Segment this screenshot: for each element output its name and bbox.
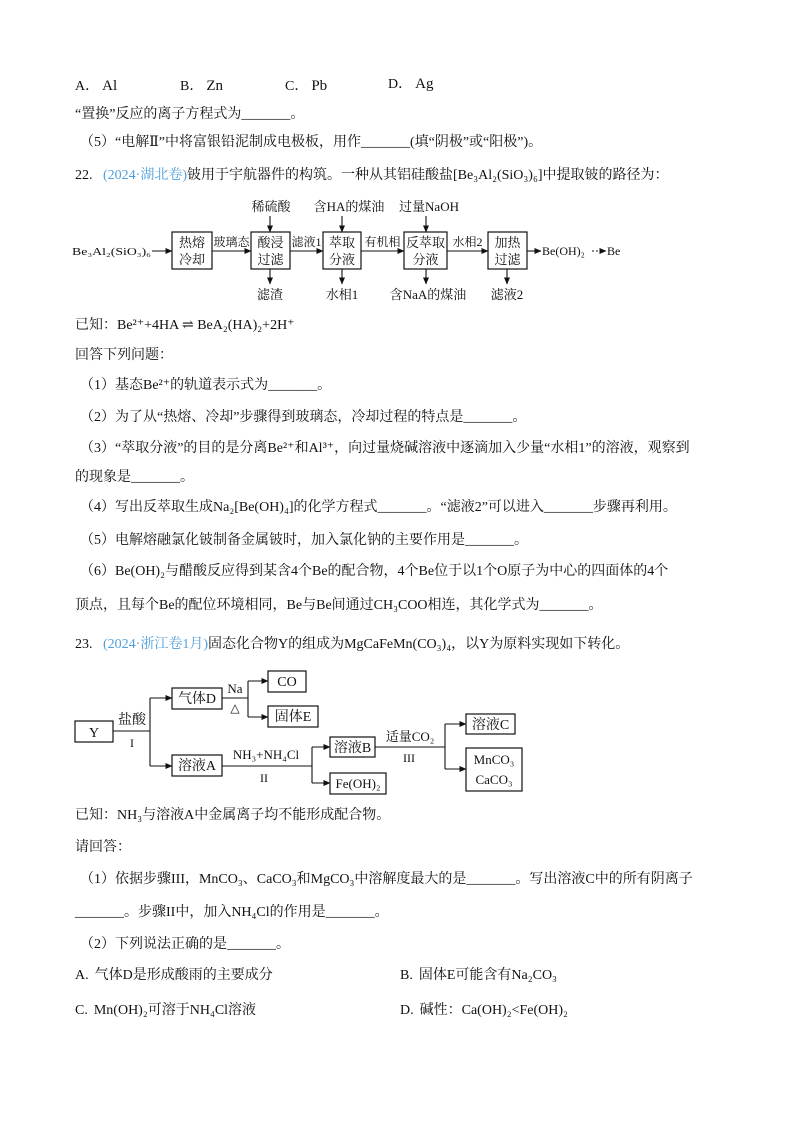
q22-number: 22. (75, 168, 93, 183)
flow1-step-2-line1: 酸浸 (257, 235, 284, 250)
flow2-co-label: CO (277, 675, 297, 690)
q23-option-b-letter: B. (400, 968, 413, 983)
q22-header (75, 166, 669, 186)
flow1-step-5-line2: 过滤 (494, 252, 521, 267)
q22-part-2: （2）为了从“热熔、冷却”步骤得到玻璃态，冷却过程的特点是_______。 (80, 410, 527, 425)
flow1-final-beryllium: Be (607, 244, 621, 258)
q23-option-d-text: 碱性：Ca(OH)₂<Fe(OH)₂ (419, 1003, 568, 1018)
flow1-output-aqueous-phase-1: 水相1 (325, 287, 359, 302)
q22-source-tag: (2024·湖北卷) (103, 168, 187, 183)
flow2-reagent-nh3-nh4cl: NH₃+NH₄Cl (232, 747, 300, 762)
flow2-step-3: III (403, 751, 415, 765)
q21-option-a-text: Al (102, 78, 118, 94)
flow1-output-filtrate-2: 滤液2 (490, 287, 524, 302)
flow2-step-2: II (260, 771, 268, 785)
flow1-step-2-line2: 过滤 (257, 252, 284, 267)
q23-source-tag: (2024·浙江卷1月) (103, 637, 208, 652)
flow1-step-3-line2: 分液 (328, 252, 356, 267)
q23-option-a-text: 气体D是形成酸雨的主要成分 (94, 968, 273, 983)
q22-stem: 铍用于宇航器件的构筑。一种从其铝硅酸盐[Be₃Al₂(SiO₃)₆]中提取铍的路径为： (187, 168, 669, 183)
q21-replacement-line: “置换”反应的离子方程式为_______。 (75, 107, 305, 122)
q23-option-c (75, 1000, 256, 1022)
q22-part-3-cont: 的现象是_______。 (75, 470, 194, 485)
q21-option-d-letter: D． (388, 77, 413, 92)
q22-flowchart (0, 190, 800, 310)
q22-part-3: （3）“萃取分液”的目的是分离Be²⁺和Al³⁺，向过量烧碱溶液中逐滴加入少量“水相1”的溶液，观察到 (80, 441, 690, 456)
flow1-connector-filtrate-1: 滤液1 (291, 235, 322, 249)
q23-option-b (400, 965, 557, 987)
flow1-start-material: Be₃Al₂(SiO₃)₆ (72, 246, 152, 258)
flow1-step-4-line1: 反萃取 (405, 235, 446, 250)
q21-option-c (285, 75, 327, 97)
flow1-connector-glassy: 玻璃态 (213, 235, 250, 249)
flow1-output-naa-kerosene: 含NaA的煤油 (389, 287, 467, 302)
q23-prompt: 请回答： (75, 840, 131, 855)
q21-part-5: （5）“电解Ⅱ”中将富银铅泥制成电极板，用作_______(填“阴极”或“阳极”)。 (80, 135, 543, 150)
q23-option-c-letter: C. (75, 1003, 88, 1018)
q22-known: 已知：Be²⁺+4HA ⇌ BeA₂(HA)₂+2H⁺ (75, 318, 295, 333)
q21-option-b (180, 75, 223, 97)
q22-part-1: （1）基态Be²⁺的轨道表示式为_______。 (80, 378, 332, 393)
q21-option-a (75, 75, 117, 97)
q23-option-d-letter: D. (400, 1003, 414, 1018)
flow1-input-dilute-sulfuric-acid: 稀硫酸 (251, 199, 291, 214)
q21-option-b-letter: B． (180, 79, 204, 94)
q22-part-6: （6）Be(OH)₂与醋酸反应得到某含4个Be的配合物，4个Be位于以1个O原子为中心的四面体的4个 (80, 564, 669, 579)
q21-option-b-text: Zn (206, 78, 224, 94)
q21-option-a-letter: A． (75, 79, 100, 94)
flow2-solution-b-label: 溶液B (333, 741, 372, 756)
flow1-step-1-line1: 热熔 (178, 235, 206, 250)
q22-part-6-cont: 顶点，且每个Be的配位环境相同，Be与Be间通过CH₃COO相连，其化学式为_______。 (75, 598, 603, 613)
flow1-input-ha-kerosene: 含HA的煤油 (313, 199, 385, 214)
flow2-heat-condition: △ (230, 701, 240, 715)
q23-option-a (75, 965, 273, 987)
q22-part-4: （4）写出反萃取生成Na₂[Be(OH)₄]的化学方程式_______。“滤液2”可以进入_______步骤再利用。 (80, 500, 677, 515)
flow1-input-excess-naoh: 过量NaOH (399, 199, 459, 214)
q23-part-2: （2）下列说法正确的是_______。 (80, 937, 290, 952)
flow2-reagent-hcl: 盐酸 (118, 713, 146, 728)
flow2-solution-a-label: 溶液A (177, 759, 217, 774)
flow1-output-residue: 滤渣 (256, 287, 284, 302)
flow2-caco3-label: CaCO₃ (475, 772, 513, 787)
flow2-y-label: Y (88, 726, 100, 741)
q22-part-5: （5）电解熔融氯化铍制备金属铍时，加入氯化钠的主要作用是_______。 (80, 533, 528, 548)
flow2-reagent-co2: 适量CO₂ (385, 729, 435, 744)
q23-option-d (400, 1000, 568, 1022)
flow1-connector-organic-phase: 有机相 (364, 235, 401, 249)
flow2-step-1: I (130, 736, 134, 750)
q23-option-c-text: Mn(OH)₂可溶于NH₄Cl溶液 (93, 1003, 257, 1018)
flow1-step-4-line2: 分液 (412, 252, 439, 267)
q21-option-d (388, 73, 433, 95)
flow2-mnco3-label: MnCO₃ (473, 752, 515, 767)
flow1-connector-aqueous-phase-2: 水相2 (452, 235, 483, 249)
q23-part-1-cont: _______。步骤II中，加入NH₄Cl的作用是_______。 (75, 905, 389, 920)
flow2-fe-oh2-label: Fe(OH)₂ (335, 776, 381, 791)
q23-stem: 固态化合物Y的组成为MgCaFeMn(CO₃)₄，以Y为原料实现如下转化。 (208, 637, 630, 652)
q21-option-d-text: Ag (415, 76, 434, 92)
q23-option-a-letter: A. (75, 968, 89, 983)
q21-option-c-text: Pb (311, 78, 328, 94)
flow1-step-5-line1: 加热 (494, 235, 521, 250)
flow2-solution-c-label: 溶液C (471, 718, 510, 733)
q23-part-1: （1）依据步骤III，MnCO₃、CaCO₃和MgCO₃中溶解度最大的是_______。写出溶液C中的所有阴离子 (80, 872, 693, 887)
flow2-gas-d-label: 气体D (177, 692, 217, 707)
q23-number: 23. (75, 637, 93, 652)
flow1-step-1-line2: 冷却 (178, 252, 206, 267)
q22-prompt: 回答下列问题： (75, 348, 173, 363)
q23-option-b-text: 固体E可能含有Na₂CO₃ (418, 968, 557, 983)
q23-header (75, 635, 629, 655)
q21-option-c-letter: C． (285, 79, 309, 94)
q23-known: 已知：NH₃与溶液A中金属离子均不能形成配合物。 (75, 808, 391, 823)
flow1-step-3-line1: 萃取 (328, 235, 356, 250)
flow2-reagent-na: Na (227, 681, 243, 696)
q23-flowchart (0, 662, 800, 802)
flow2-solid-e-label: 固体E (274, 710, 312, 725)
flow1-product-beryllium-hydroxide: Be(OH)₂ (542, 244, 585, 258)
